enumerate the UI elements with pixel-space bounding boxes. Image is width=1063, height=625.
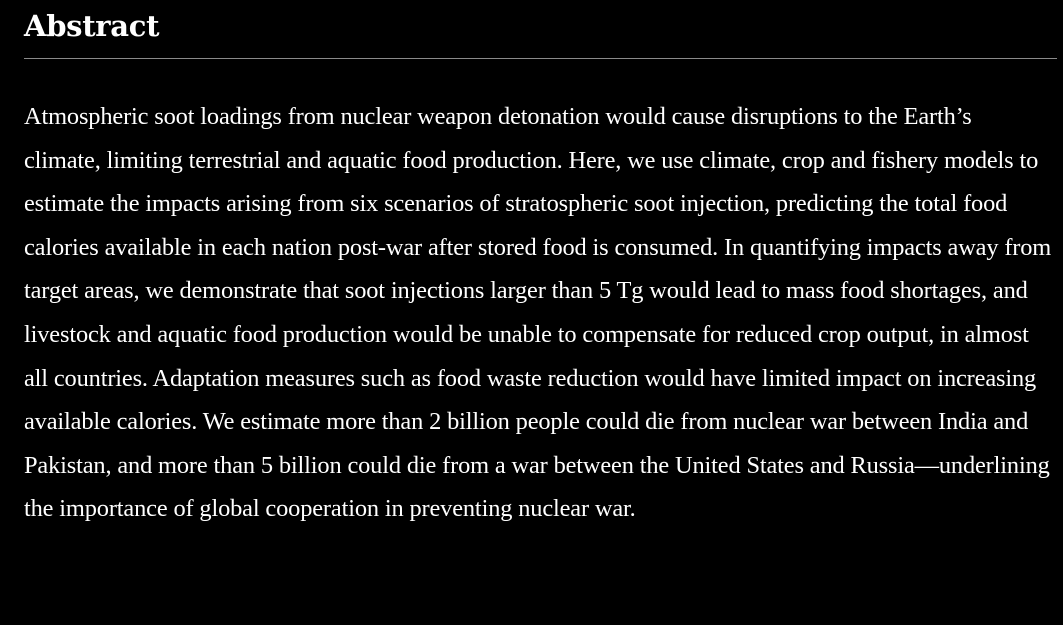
abstract-section [24, 0, 1057, 531]
section-heading: Abstract [24, 9, 160, 43]
abstract-paragraph: Atmospheric soot loadings from nuclear weapon detonation would cause disruptions to the Earth’s climate, limiting terrestrial and aquatic food production. Here, we use climate, crop and fishery models to estimate the impacts arising from six scenarios of stratospheric soot injection, predicting the total food calories available in each nation post-war after stored food is consumed. In quantifying impacts away from target areas, we demonstrate that soot injections larger than 5 Tg would lead to mass food shortages, and livestock and aquatic food production would be unable to compensate for reduced crop output, in almost all countries. Adaptation measures such as food waste reduction would have limited impact on increasing available calories. We estimate more than 2 billion people could die from nuclear war between India and Pakistan, and more than 5 billion could die from a war between the United States and Russia—underlining the importance of global cooperation in preventing nuclear war. [24, 103, 1052, 523]
heading-divider [24, 58, 1057, 59]
